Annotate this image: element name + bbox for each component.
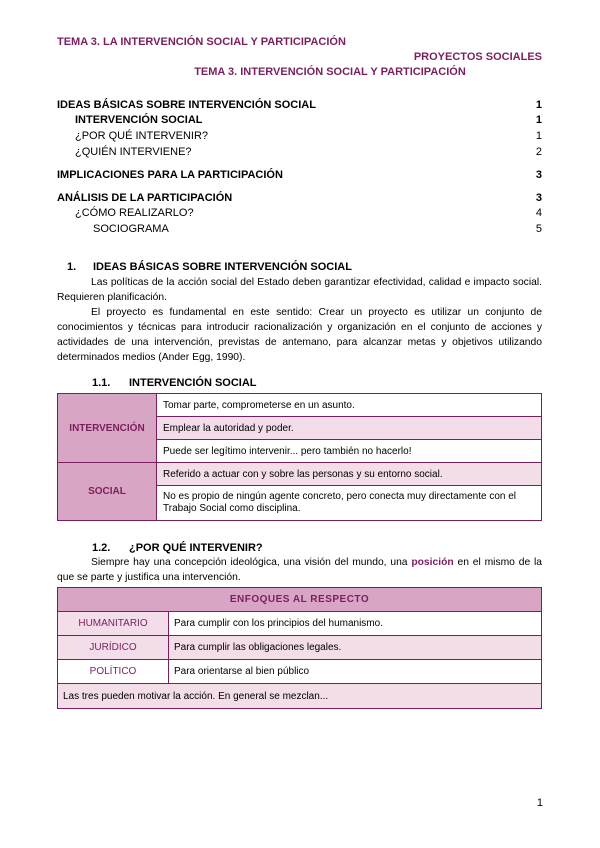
page-number: 1 [536,797,543,809]
toc-entry[interactable] [57,207,542,219]
toc-entry[interactable] [57,223,542,235]
table-cell: Tomar parte, comprometerse en un asunto. [157,394,542,417]
table-cell: No es propio de ningún agente concreto, pero conecta muy directamente con el Trabajo Social como disciplina. [157,486,542,521]
section-number: 1. [67,261,77,273]
toc-entry-label: INTERVENCIÓN SOCIAL [75,114,203,126]
toc-entry[interactable] [57,146,542,158]
toc-entry-label: SOCIOGRAMA [93,223,169,235]
toc-entry-label: IMPLICACIONES PARA LA PARTICIPACIÓN [57,169,283,181]
toc-entry[interactable] [57,169,542,181]
toc-entry-page: 1 [535,99,542,111]
paragraph: Las políticas de la acción social del Estado deben garantizar efectividad, calidad e impacto social. Requieren planificación. [57,277,542,303]
section-1-1-heading [92,377,257,389]
paragraph-text: Siempre hay una concepción ideológica, una visión del mundo, una [91,557,412,568]
approach-text: Para cumplir con los principios del humanismo. [169,612,542,636]
toc-entry[interactable] [57,114,542,126]
table-cell: Emplear la autoridad y poder. [157,417,542,440]
section-1-2-body [57,555,542,585]
document-header-title: TEMA 3. LA INTERVENCIÓN SOCIAL Y PARTICIPACIÓN [57,36,346,48]
paragraph: El proyecto es fundamental en este sentido: Crear un proyecto es utilizar un conjunto de conocimientos y técnicas para introducir racionalización y organización en el conjunto de acciones y actividades de una intervención, previstas de antemano, para alcanzar metas y objetivos utilizando determinados medios (Ander Egg, 1990). [57,307,542,363]
social-category-cell: SOCIAL [58,463,157,521]
intervention-social-table [57,393,542,521]
section-title: IDEAS BÁSICAS SOBRE INTERVENCIÓN SOCIAL [93,261,352,273]
section-1-2-heading [92,542,263,554]
approach-label: POLÍTICO [58,660,169,684]
toc-entry-page: 3 [535,169,542,181]
toc-entry-label: ¿CÓMO REALIZARLO? [75,207,194,219]
section-number: 1.1. [92,377,111,389]
toc-entry-page: 1 [535,114,542,126]
toc-entry-page: 4 [535,207,542,219]
toc-entry-page: 3 [535,192,542,204]
toc-entry-page: 5 [535,223,542,235]
toc-entry[interactable] [57,130,542,142]
toc-entry-label: ¿POR QUÉ INTERVENIR? [75,130,209,142]
paragraph [57,555,542,585]
toc-entry-page: 2 [535,146,542,158]
table-cell: Puede ser legítimo intervenir... pero también no hacerlo! [157,440,542,463]
toc-entry-label: IDEAS BÁSICAS SOBRE INTERVENCIÓN SOCIAL [57,99,316,111]
highlighted-term: posición [411,557,454,568]
course-title: PROYECTOS SOCIALES [413,51,542,63]
approach-text: Para cumplir las obligaciones legales. [169,636,542,660]
section-1-heading [67,261,352,273]
toc-entry-label: ANÁLISIS DE LA PARTICIPACIÓN [57,192,233,204]
section-title: INTERVENCIÓN SOCIAL [129,377,257,389]
toc-entry-label: ¿QUIÉN INTERVIENE? [75,146,192,158]
table-header: ENFOQUES AL RESPECTO [58,588,542,612]
approach-label: JURÍDICO [58,636,169,660]
topic-title: TEMA 3. INTERVENCIÓN SOCIAL Y PARTICIPACIÓN [194,66,466,78]
table-cell: Referido a actuar con y sobre las personas y su entorno social. [157,463,542,486]
toc-entry-page: 1 [535,130,542,142]
table-footer: Las tres pueden motivar la acción. En general se mezclan... [58,684,542,709]
section-1-body [57,275,542,365]
approach-label: HUMANITARIO [58,612,169,636]
toc-entry[interactable] [57,192,542,204]
section-title: ¿POR QUÉ INTERVENIR? [129,542,263,554]
intervencion-category-cell: INTERVENCIÓN [58,394,157,463]
approach-text: Para orientarse al bien público [169,660,542,684]
paragraph-text: en el mismo de la que se parte y justifica una intervención. [57,557,542,583]
approaches-table [57,587,542,709]
section-number: 1.2. [92,542,111,554]
toc-entry[interactable] [57,99,542,111]
